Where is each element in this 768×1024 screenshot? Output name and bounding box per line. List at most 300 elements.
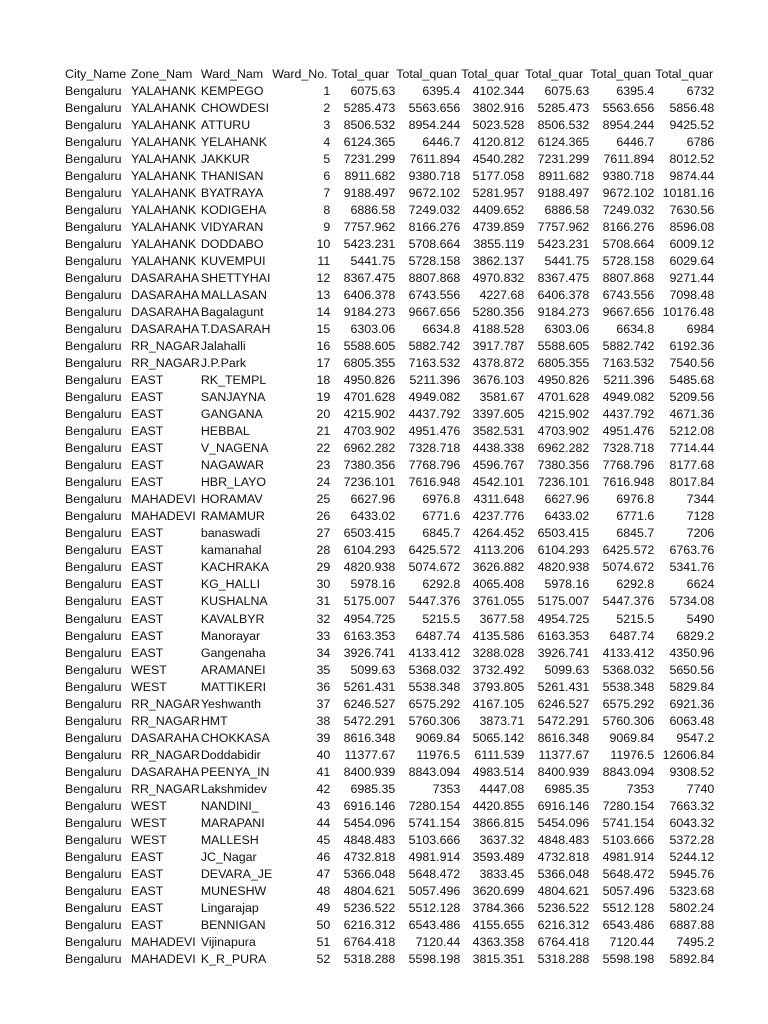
table-cell: 6192.36 bbox=[669, 339, 715, 354]
table-cell: 10176.48 bbox=[662, 305, 715, 320]
table-cell: 10181.16 bbox=[662, 186, 715, 201]
table-cell: 5588.605 bbox=[343, 339, 396, 354]
table-cell: 42 bbox=[316, 781, 331, 796]
table-cell: Bengaluru bbox=[65, 662, 122, 677]
table-cell: MALLESH bbox=[200, 832, 259, 847]
table-cell: 5563.656 bbox=[602, 101, 655, 116]
table-cell: 4804.621 bbox=[343, 883, 396, 898]
table-cell: 5741.154 bbox=[408, 815, 461, 830]
table-cell: 11377.67 bbox=[538, 747, 590, 762]
table-cell: 6764.418 bbox=[343, 934, 396, 949]
table-cell: 6543.486 bbox=[408, 917, 461, 932]
table-cell: 5441.75 bbox=[350, 254, 396, 269]
table-cell: 5236.522 bbox=[343, 900, 396, 915]
table-cell: 6292.8 bbox=[616, 577, 655, 592]
table-cell: 4739.859 bbox=[472, 220, 525, 235]
table-cell: Lakshmidev bbox=[200, 781, 267, 796]
table-cell: 5512.128 bbox=[408, 900, 461, 915]
table-cell: Bengaluru bbox=[65, 526, 122, 541]
column-header: Total_quan bbox=[396, 67, 457, 81]
table-cell: ATTURU bbox=[200, 118, 251, 133]
table-cell: 4701.628 bbox=[343, 390, 396, 405]
table-cell: 6124.365 bbox=[343, 135, 396, 150]
table-cell: Bengaluru bbox=[65, 118, 122, 133]
table-cell: 8012.52 bbox=[669, 152, 715, 167]
table-cell: 6771.6 bbox=[616, 509, 655, 524]
table-cell: 30 bbox=[316, 577, 331, 592]
table-cell: 6216.312 bbox=[343, 917, 396, 932]
table-row bbox=[64, 372, 715, 389]
table-cell: GANGANA bbox=[200, 407, 263, 422]
table-cell: 6962.282 bbox=[537, 441, 590, 456]
table-cell: EAST bbox=[131, 390, 164, 405]
table-cell: 5472.291 bbox=[343, 713, 396, 728]
table-row bbox=[64, 474, 715, 491]
table-cell: 4732.818 bbox=[537, 849, 590, 864]
table-cell: 4701.628 bbox=[537, 390, 590, 405]
table-cell: Yeshwanth bbox=[200, 696, 262, 711]
table-cell: 5099.63 bbox=[350, 662, 396, 677]
table-cell: 6246.527 bbox=[343, 696, 396, 711]
table-cell: 6627.96 bbox=[350, 492, 396, 507]
table-cell: Bengaluru bbox=[65, 849, 122, 864]
table-cell: 5175.007 bbox=[343, 594, 396, 609]
table-body bbox=[64, 83, 715, 968]
table-row bbox=[64, 168, 715, 185]
table-cell: 3761.055 bbox=[472, 594, 525, 609]
table-cell: WEST bbox=[131, 662, 167, 677]
table-cell: 6433.02 bbox=[544, 509, 590, 524]
table-row bbox=[64, 781, 715, 798]
column-header: Total_quar bbox=[461, 67, 520, 81]
table-cell: 5285.473 bbox=[343, 101, 396, 116]
table-cell: 6009.12 bbox=[669, 237, 715, 252]
table-cell: 3833.45 bbox=[479, 866, 525, 881]
table-cell: 4215.902 bbox=[537, 407, 590, 422]
table-cell: 6916.146 bbox=[343, 798, 396, 813]
table-cell: DASARAHA bbox=[131, 305, 200, 320]
table-cell: 6446.7 bbox=[422, 135, 461, 150]
table-cell: KAVALBYR bbox=[200, 611, 265, 626]
table-row bbox=[64, 423, 715, 440]
table-cell: KACHRAKA bbox=[200, 560, 270, 575]
table-row bbox=[64, 389, 715, 406]
table-cell: SHETTYHAI bbox=[200, 271, 271, 286]
table-cell: 5538.348 bbox=[602, 679, 655, 694]
table-cell: 6395.4 bbox=[422, 84, 461, 99]
table-cell: 7328.718 bbox=[408, 441, 461, 456]
table-cell: NAGAWAR bbox=[200, 458, 264, 473]
table-row bbox=[64, 883, 715, 900]
table-cell: 31 bbox=[316, 594, 331, 609]
table-cell: Bengaluru bbox=[65, 747, 122, 762]
table-cell: 3677.58 bbox=[479, 611, 525, 626]
column-header: Total_quar bbox=[525, 67, 584, 81]
table-cell: 5103.666 bbox=[602, 832, 655, 847]
table-cell: 8506.532 bbox=[343, 118, 396, 133]
table-cell: Bengaluru bbox=[65, 577, 122, 592]
table-cell: RR_NAGAR bbox=[131, 356, 200, 371]
table-cell: 5650.56 bbox=[669, 662, 715, 677]
table-cell: KG_HALLI bbox=[200, 577, 261, 592]
table-cell: RAMAMUR bbox=[200, 509, 265, 524]
table-row bbox=[64, 542, 715, 559]
table-cell: 5441.75 bbox=[544, 254, 590, 269]
table-cell: 3676.103 bbox=[472, 373, 525, 388]
table-cell: 4350.96 bbox=[669, 645, 715, 660]
table-cell: Bengaluru bbox=[65, 458, 122, 473]
table-cell: 23 bbox=[316, 458, 331, 473]
table-cell: 5368.032 bbox=[602, 662, 655, 677]
table-cell: 49 bbox=[316, 900, 331, 915]
table-cell: 7344 bbox=[686, 492, 715, 507]
table-row bbox=[64, 730, 715, 747]
table-row bbox=[64, 679, 715, 696]
table-cell: 6976.8 bbox=[616, 492, 655, 507]
table-cell: 35 bbox=[316, 662, 331, 677]
table-cell: 5099.63 bbox=[544, 662, 590, 677]
table-row bbox=[64, 593, 715, 610]
table-cell: YALAHANK bbox=[131, 169, 197, 184]
table-cell: 6845.7 bbox=[422, 526, 461, 541]
table-cell: 12 bbox=[316, 271, 331, 286]
table-cell: 8166.276 bbox=[408, 220, 461, 235]
table-cell: EAST bbox=[131, 594, 164, 609]
table-cell: YALAHANK bbox=[131, 186, 197, 201]
table-cell: Bengaluru bbox=[65, 220, 122, 235]
table-cell: 34 bbox=[316, 645, 331, 660]
table-cell: 6887.88 bbox=[669, 917, 715, 932]
table-cell: 4155.655 bbox=[472, 917, 525, 932]
table-cell: 4950.826 bbox=[343, 373, 396, 388]
table-cell: 3855.119 bbox=[473, 237, 525, 252]
table-cell: 6985.35 bbox=[544, 781, 590, 796]
table-cell: 6406.378 bbox=[343, 288, 396, 303]
table-cell: 1 bbox=[323, 84, 331, 99]
table-cell: 7740 bbox=[686, 781, 715, 796]
table-cell: RR_NAGAR bbox=[131, 781, 200, 796]
table-cell: 3784.366 bbox=[472, 900, 525, 915]
table-cell: JAKKUR bbox=[200, 152, 250, 167]
table-cell: Bengaluru bbox=[65, 288, 122, 303]
table-row bbox=[64, 321, 715, 338]
table-cell: 6743.556 bbox=[602, 288, 655, 303]
table-cell: 7231.299 bbox=[537, 152, 590, 167]
table-cell: 5648.472 bbox=[408, 866, 461, 881]
table-cell: 21 bbox=[316, 424, 331, 439]
table-cell: BYATRAYA bbox=[200, 186, 264, 201]
table-row bbox=[64, 253, 715, 270]
table-cell: MARAPANI bbox=[200, 815, 265, 830]
table-cell: THANISAN bbox=[200, 169, 264, 184]
table-cell: 7353 bbox=[626, 781, 655, 796]
table-cell: 5057.496 bbox=[408, 883, 461, 898]
table-cell: HORAMAV bbox=[200, 492, 263, 507]
table-cell: 10 bbox=[316, 237, 331, 252]
table-cell: 3732.492 bbox=[472, 662, 525, 677]
table-cell: Bengaluru bbox=[65, 475, 122, 490]
table-row bbox=[64, 628, 715, 645]
spreadsheet bbox=[64, 66, 715, 968]
table-cell: 9188.497 bbox=[537, 186, 590, 201]
table-cell: 9672.102 bbox=[602, 186, 655, 201]
table-cell: 28 bbox=[316, 543, 331, 558]
table-cell: 3926.741 bbox=[343, 645, 396, 660]
table-row bbox=[64, 815, 715, 832]
table-cell: T.DASARAH bbox=[200, 322, 271, 337]
table-cell: 7249.032 bbox=[602, 203, 655, 218]
table-cell: 4732.818 bbox=[343, 849, 396, 864]
table-cell: 4983.514 bbox=[472, 764, 525, 779]
table-cell: 5215.5 bbox=[616, 611, 655, 626]
table-cell: Bengaluru bbox=[65, 152, 122, 167]
table-row bbox=[64, 83, 715, 100]
table-cell: 45 bbox=[316, 832, 331, 847]
table-cell: 26 bbox=[316, 509, 331, 524]
table-cell: 4949.082 bbox=[602, 390, 655, 405]
table-cell: 7495.2 bbox=[676, 934, 715, 949]
table-cell: 5423.231 bbox=[343, 237, 396, 252]
column-header: Ward_No. bbox=[272, 67, 328, 81]
table-cell: Bengaluru bbox=[65, 781, 122, 796]
table-cell: K_R_PURA bbox=[200, 951, 267, 966]
table-cell: 9874.44 bbox=[669, 169, 715, 184]
table-cell: 9184.273 bbox=[343, 305, 396, 320]
table-cell: 7540.56 bbox=[669, 356, 715, 371]
table-cell: EAST bbox=[131, 560, 164, 575]
table-cell: 4135.586 bbox=[472, 628, 525, 643]
table-cell: 22 bbox=[316, 441, 331, 456]
table-cell: 3637.32 bbox=[479, 832, 525, 847]
table-cell: 7353 bbox=[432, 781, 461, 796]
table-cell: JC_Nagar bbox=[200, 849, 257, 864]
table-cell: 7231.299 bbox=[343, 152, 396, 167]
table-cell: 6732 bbox=[686, 84, 715, 99]
table-cell: Bengaluru bbox=[65, 815, 122, 830]
table-cell: 16 bbox=[316, 339, 331, 354]
table-cell: EAST bbox=[131, 577, 164, 592]
table-cell: WEST bbox=[131, 815, 167, 830]
table-cell: EAST bbox=[131, 628, 164, 643]
table-cell: 7236.101 bbox=[343, 475, 396, 490]
table-row bbox=[64, 645, 715, 662]
table-cell: 6 bbox=[323, 169, 331, 184]
table-cell: 20 bbox=[316, 407, 331, 422]
table-cell: 7714.44 bbox=[669, 441, 715, 456]
table-cell: 3802.916 bbox=[472, 101, 525, 116]
table-cell: 8367.475 bbox=[343, 271, 396, 286]
table-cell: Bengaluru bbox=[65, 271, 122, 286]
table-cell: KODIGEHA bbox=[200, 203, 267, 218]
table-cell: 5648.472 bbox=[602, 866, 655, 881]
column-header: Ward_Nam bbox=[200, 67, 264, 81]
table-cell: 6425.572 bbox=[602, 543, 655, 558]
table-cell: Bengaluru bbox=[65, 186, 122, 201]
table-cell: 8911.682 bbox=[344, 169, 396, 184]
table-cell: 47 bbox=[316, 866, 331, 881]
table-cell: Bengaluru bbox=[65, 645, 122, 660]
table-cell: 5103.666 bbox=[408, 832, 461, 847]
table-cell: 5372.28 bbox=[669, 832, 715, 847]
table-cell: 8843.094 bbox=[408, 764, 461, 779]
table-cell: 6805.355 bbox=[343, 356, 396, 371]
table-cell: 5598.198 bbox=[602, 951, 655, 966]
table-cell: RR_NAGAR bbox=[131, 339, 200, 354]
table-cell: 5882.742 bbox=[602, 339, 655, 354]
table-row bbox=[64, 832, 715, 849]
table-cell: 5598.198 bbox=[408, 951, 461, 966]
table-cell: 6886.58 bbox=[544, 203, 590, 218]
table-cell: YALAHANK bbox=[131, 254, 197, 269]
table-cell: 4437.792 bbox=[602, 407, 655, 422]
table-cell: Bengaluru bbox=[65, 730, 122, 745]
table-cell: YALAHANK bbox=[131, 237, 197, 252]
table-cell: 4102.344 bbox=[472, 84, 525, 99]
table-cell: 9672.102 bbox=[408, 186, 461, 201]
table-cell: YALAHANK bbox=[131, 101, 197, 116]
table-cell: 5215.5 bbox=[422, 611, 461, 626]
table-cell: 11377.67 bbox=[344, 747, 396, 762]
table-cell: 5423.231 bbox=[537, 237, 590, 252]
table-cell: 9380.718 bbox=[602, 169, 655, 184]
table-cell: Gangenaha bbox=[200, 645, 266, 660]
table-cell: 13 bbox=[316, 288, 331, 303]
table-cell: 5563.656 bbox=[408, 101, 461, 116]
table-cell: 7663.32 bbox=[669, 798, 715, 813]
table-cell: 9188.497 bbox=[343, 186, 396, 201]
table-cell: 7249.032 bbox=[408, 203, 461, 218]
table-cell: 9425.52 bbox=[669, 118, 715, 133]
table-cell: DASARAHA bbox=[131, 322, 200, 337]
table-cell: 8400.939 bbox=[343, 764, 396, 779]
table-cell: 5318.288 bbox=[343, 951, 396, 966]
table-cell: 7163.532 bbox=[408, 356, 461, 371]
table-cell: Bengaluru bbox=[65, 866, 122, 881]
table-cell: KEMPEGO bbox=[200, 84, 264, 99]
table-cell: VIDYARAN bbox=[200, 220, 264, 235]
header-row bbox=[64, 66, 715, 83]
table-cell: kamanahal bbox=[200, 543, 262, 558]
table-cell: 5512.128 bbox=[602, 900, 655, 915]
table-cell: 5177.058 bbox=[472, 169, 525, 184]
table-row bbox=[64, 304, 715, 321]
table-cell: 4970.832 bbox=[472, 271, 525, 286]
table-row bbox=[64, 559, 715, 576]
table-cell: 8954.244 bbox=[408, 118, 461, 133]
table-cell: 6575.292 bbox=[408, 696, 461, 711]
table-cell: 6829.2 bbox=[676, 628, 715, 643]
table-row bbox=[64, 117, 715, 134]
table-cell: RR_NAGAR bbox=[131, 696, 200, 711]
table-cell: 48 bbox=[316, 883, 331, 898]
table-cell: 4133.412 bbox=[408, 645, 461, 660]
table-cell: 5892.84 bbox=[669, 951, 715, 966]
table-cell: 5728.158 bbox=[602, 254, 655, 269]
table-cell: 6886.58 bbox=[350, 203, 396, 218]
table-cell: 6111.539 bbox=[474, 747, 525, 762]
table-cell: Bengaluru bbox=[65, 611, 122, 626]
table-cell: MUNESHW bbox=[200, 883, 267, 898]
table-cell: DASARAHA bbox=[131, 730, 200, 745]
table-cell: Bengaluru bbox=[65, 237, 122, 252]
table-cell: 3815.351 bbox=[472, 951, 525, 966]
table-cell: 3626.882 bbox=[472, 560, 525, 575]
table-row bbox=[64, 406, 715, 423]
table-cell: 5366.048 bbox=[537, 866, 590, 881]
table-cell: NANDINI_ bbox=[200, 798, 259, 813]
column-header: Total_quar bbox=[655, 67, 714, 81]
table-cell: Bengaluru bbox=[65, 254, 122, 269]
table-cell: 6984 bbox=[686, 322, 715, 337]
table-cell: Bagalagunt bbox=[200, 305, 264, 320]
table-cell: 6764.418 bbox=[537, 934, 590, 949]
table-cell: EAST bbox=[131, 900, 164, 915]
table-cell: 7768.796 bbox=[408, 458, 461, 473]
table-row bbox=[64, 934, 715, 951]
table-cell: 9667.656 bbox=[408, 305, 461, 320]
table-cell: 5945.76 bbox=[669, 866, 715, 881]
table-cell: 8 bbox=[323, 203, 331, 218]
table-cell: 6962.282 bbox=[343, 441, 396, 456]
table-cell: 5490 bbox=[686, 611, 715, 626]
table-cell: 14 bbox=[316, 305, 331, 320]
table-row bbox=[64, 611, 715, 628]
table-cell: YALAHANK bbox=[131, 118, 197, 133]
table-cell: 52 bbox=[316, 951, 331, 966]
table-cell: EAST bbox=[131, 883, 164, 898]
table-cell: 5074.672 bbox=[602, 560, 655, 575]
table-cell: 4437.792 bbox=[408, 407, 461, 422]
table-cell: Bengaluru bbox=[65, 764, 122, 779]
table-cell: 29 bbox=[316, 560, 331, 575]
table-cell: 5244.12 bbox=[669, 849, 715, 864]
table-cell: 6446.7 bbox=[616, 135, 655, 150]
table-cell: Bengaluru bbox=[65, 951, 122, 966]
table-cell: 6433.02 bbox=[350, 509, 396, 524]
table-cell: 9 bbox=[323, 220, 331, 235]
table-cell: Bengaluru bbox=[65, 169, 122, 184]
table-cell: 4540.282 bbox=[472, 152, 525, 167]
table-cell: 7120.44 bbox=[415, 934, 461, 949]
table-cell: 5829.84 bbox=[669, 679, 715, 694]
table-cell: 4949.082 bbox=[408, 390, 461, 405]
table-cell: 9069.84 bbox=[609, 730, 655, 745]
table-cell: 5447.376 bbox=[408, 594, 461, 609]
table-cell: 15 bbox=[316, 322, 331, 337]
table-cell: 39 bbox=[316, 730, 331, 745]
table-cell: 5454.096 bbox=[537, 815, 590, 830]
table-cell: 4951.476 bbox=[602, 424, 655, 439]
table-cell: KUVEMPUI bbox=[200, 254, 266, 269]
table-cell: 5236.522 bbox=[537, 900, 590, 915]
table-cell: 5882.742 bbox=[408, 339, 461, 354]
table-cell: Vijinapura bbox=[200, 934, 256, 949]
table-cell: 3593.489 bbox=[472, 849, 525, 864]
table-cell: 4378.872 bbox=[472, 356, 525, 371]
table-cell: 40 bbox=[316, 747, 331, 762]
table-cell: 5261.431 bbox=[537, 679, 590, 694]
table-cell: 6763.76 bbox=[669, 543, 715, 558]
table-cell: 8400.939 bbox=[537, 764, 590, 779]
table-row bbox=[64, 662, 715, 679]
table-cell: V_NAGENA bbox=[200, 441, 269, 456]
table-cell: 5538.348 bbox=[408, 679, 461, 694]
table-cell: HMT bbox=[200, 713, 228, 728]
table-cell: 7380.356 bbox=[343, 458, 396, 473]
table-cell: J.P.Park bbox=[200, 356, 247, 371]
table-row bbox=[64, 866, 715, 883]
table-cell: Bengaluru bbox=[65, 679, 122, 694]
